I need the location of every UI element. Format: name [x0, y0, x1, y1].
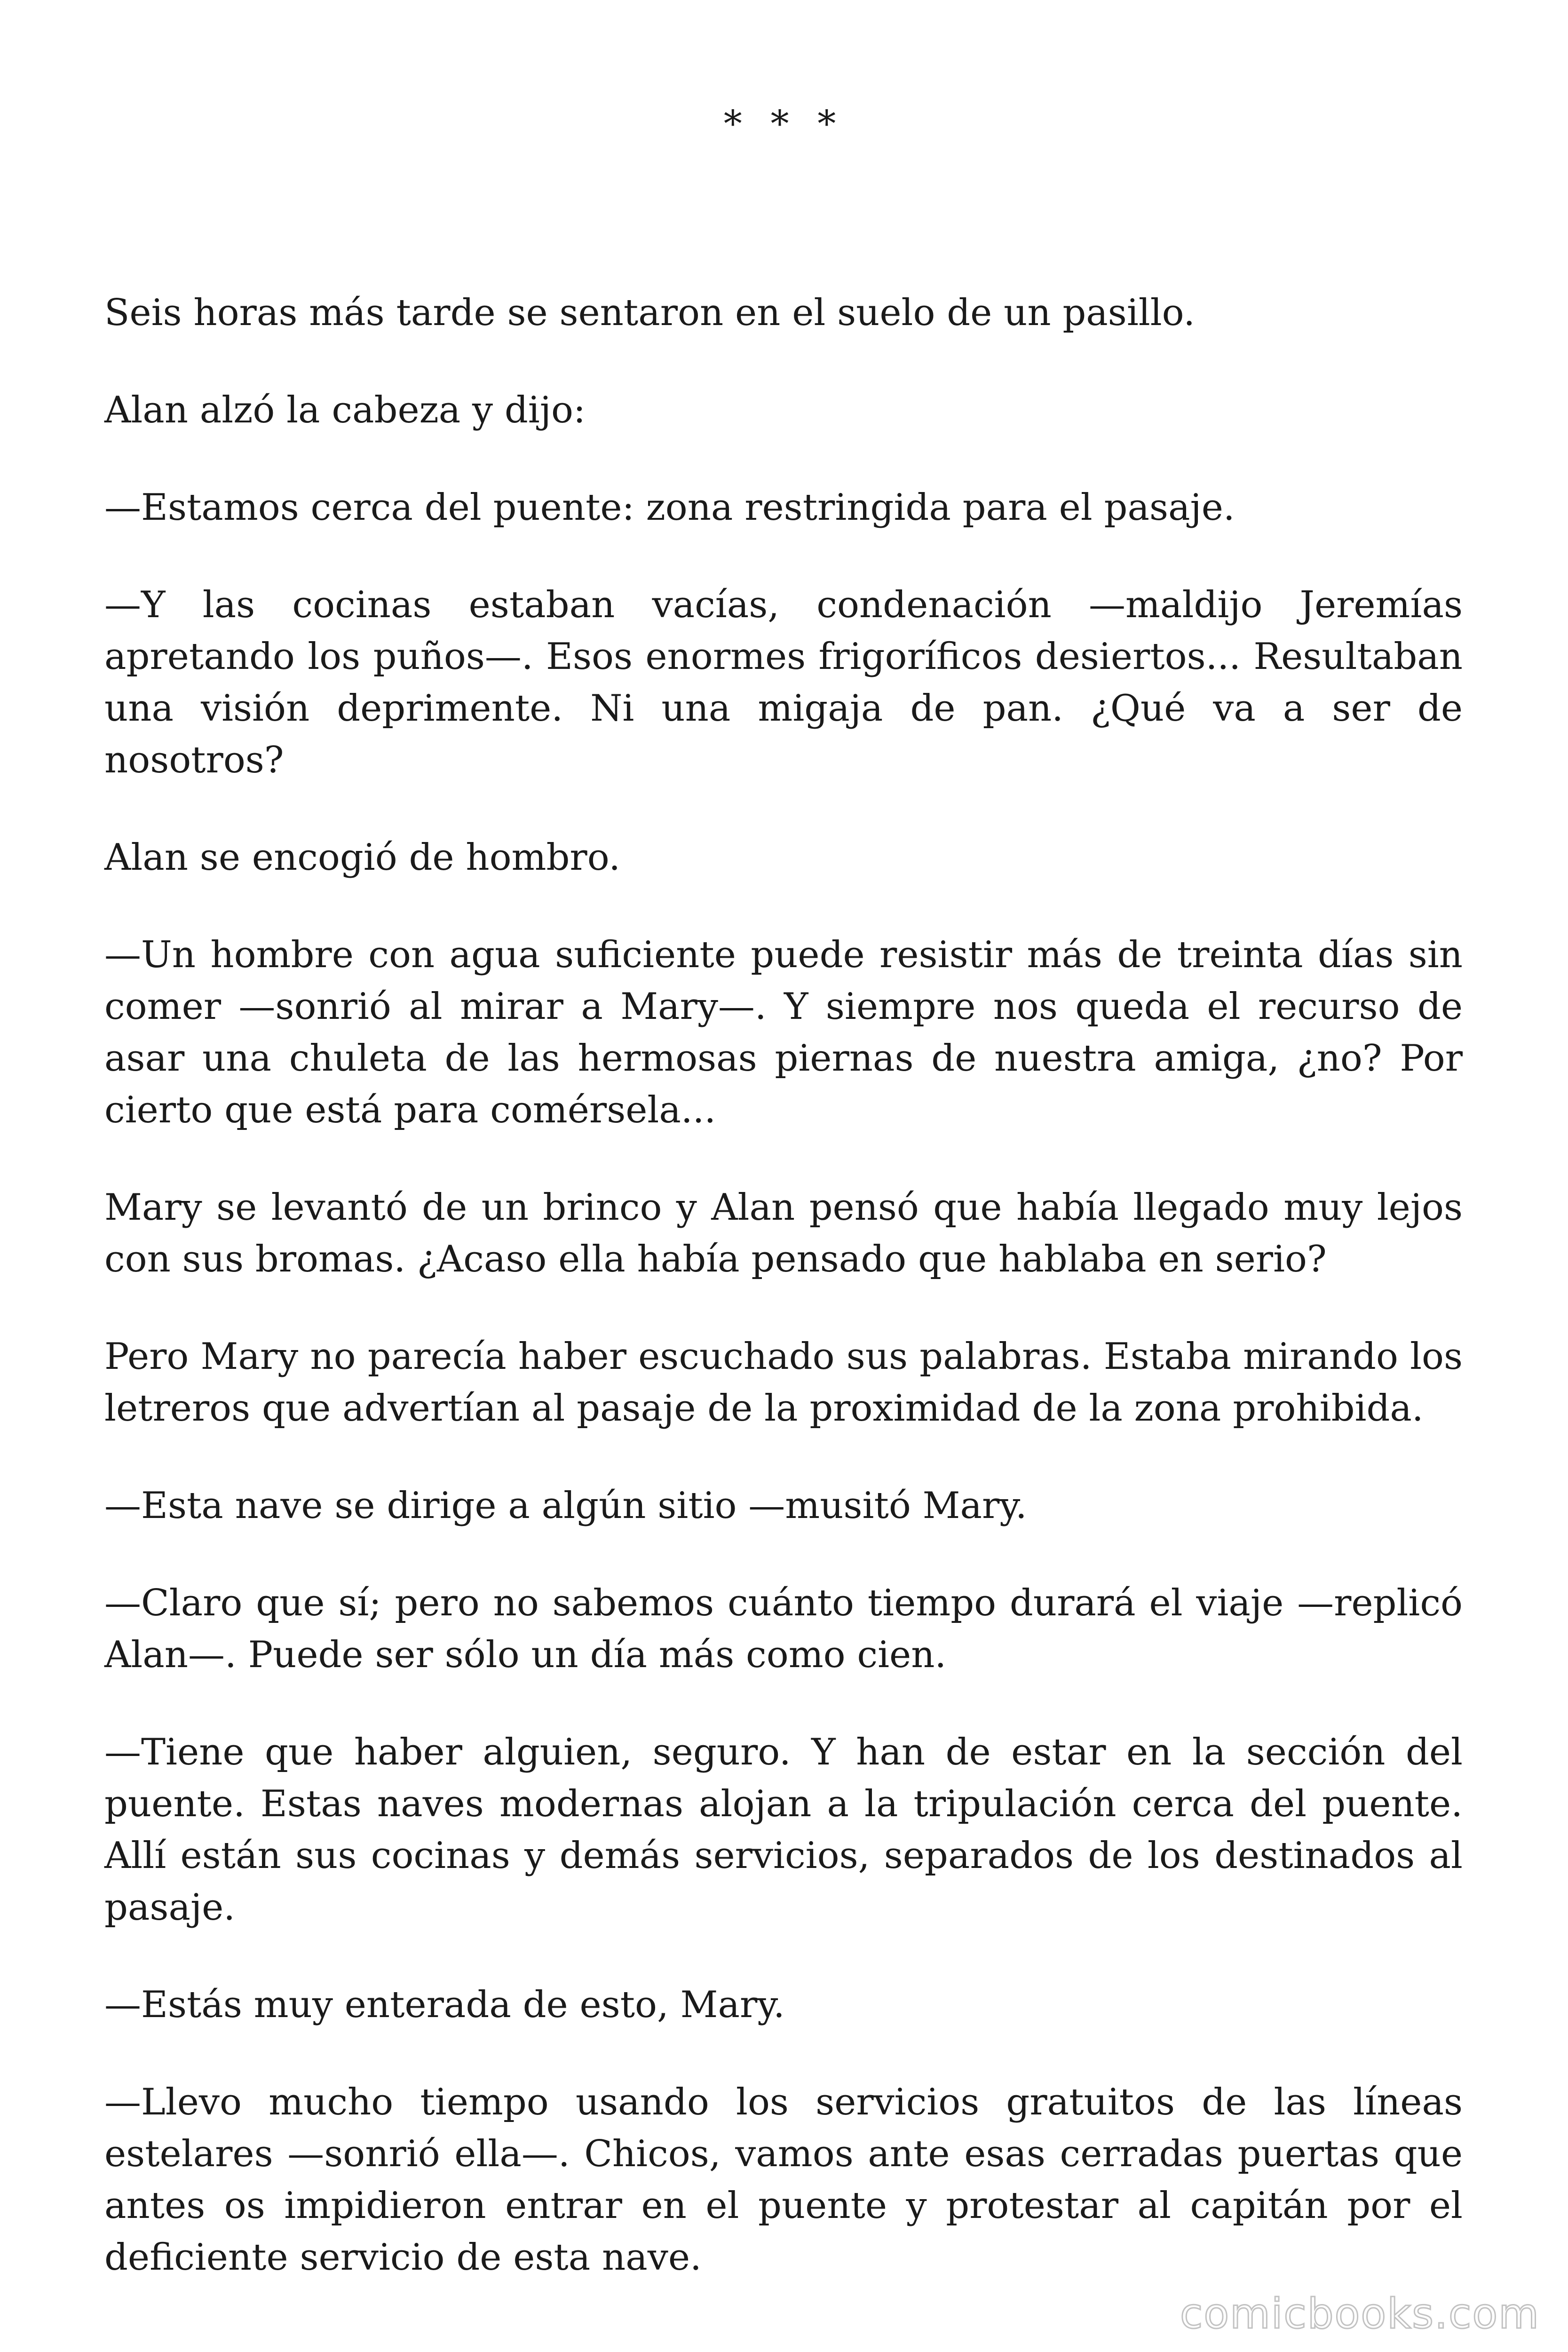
paragraph: —Y las cocinas estaban vacías, condenación —maldijo Jeremías apretando los puños—. Esos enormes frigoríficos desiertos... Resultaban una visión deprimente. Ni una migaja de pan. ¿Qué va a ser de nosotros?	[104, 584, 1463, 781]
paragraph: Pero Mary no parecía haber escuchado sus palabras. Estaba mirando los letreros que advertían al pasaje de la proximidad de la zona prohibida.	[104, 1335, 1463, 1430]
paragraph: —Estamos cerca del puente: zona restringida para el pasaje.	[104, 486, 1235, 529]
paragraph: —Tiene que haber alguien, seguro. Y han de estar en la sección del puente. Estas naves modernas alojan a la tripulación cerca del puente. Allí están sus cocinas y demás servicios, separados de los destinados al pasaje.	[104, 1731, 1463, 1929]
paragraph: Alan se encogió de hombro.	[104, 836, 621, 879]
paragraph: —Claro que sí; pero no sabemos cuánto tiempo durará el viaje —replicó Alan—. Puede ser sólo un día más como cien.	[104, 1582, 1463, 1676]
paragraph: Mary se levantó de un brinco y Alan pensó que había llegado muy lejos con sus bromas. ¿Acaso ella había pensado que hablaba en serio?	[104, 1186, 1463, 1280]
watermark: comicbooks.com	[1180, 2289, 1540, 2338]
paragraph: —Esta nave se dirige a algún sitio —musitó Mary.	[104, 1485, 1027, 1527]
body-text	[104, 287, 1463, 2329]
scene-separator: * * *	[723, 103, 845, 145]
paragraph: Seis horas más tarde se sentaron en el suelo de un pasillo.	[104, 292, 1196, 334]
paragraph: —Llevo mucho tiempo usando los servicios gratuitos de las líneas estelares —sonrió ella—. Chicos, vamos ante esas cerradas puertas que antes os impidieron entrar en el puente y protestar al capitán por el deficiente servicio de esta nave.	[104, 2081, 1463, 2279]
paragraph: —Estás muy enterada de esto, Mary.	[104, 1984, 785, 2026]
paragraph: —Un hombre con agua suficiente puede resistir más de treinta días sin comer —sonrió al mirar a Mary—. Y siempre nos queda el recurso de asar una chuleta de las hermosas piernas de nuestra amiga, ¿no? Por cierto que está para comérsela...	[104, 934, 1463, 1131]
paragraph: Alan alzó la cabeza y dijo:	[104, 389, 586, 431]
